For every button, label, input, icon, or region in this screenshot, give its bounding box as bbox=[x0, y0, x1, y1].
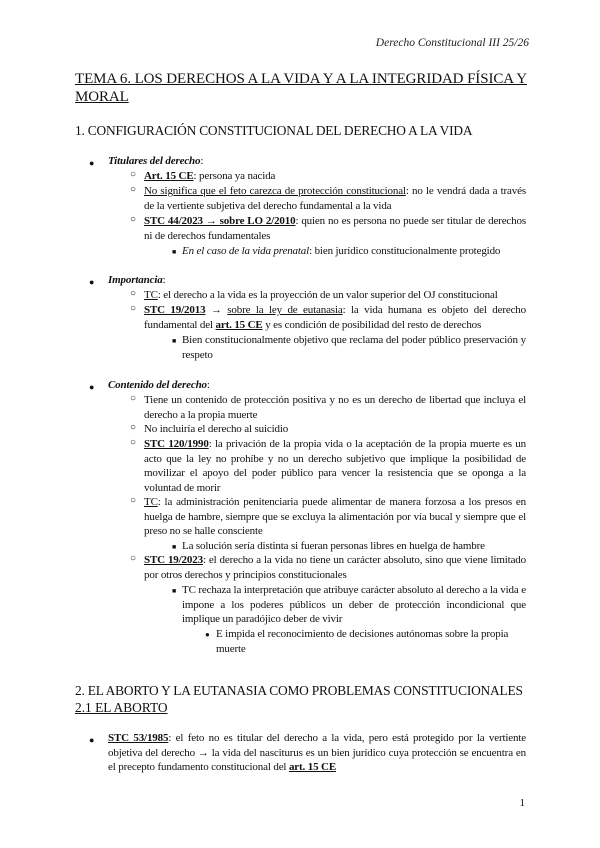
circle-bullet-icon: ○ bbox=[130, 184, 137, 195]
section-1-heading: 1. CONFIGURACIÓN CONSTITUCIONAL DEL DERECHO A LA VIDA bbox=[75, 123, 473, 138]
document-title: TEMA 6. LOS DERECHOS A LA VIDA Y A LA INTEGRIDAD FÍSICA Y MORAL bbox=[75, 71, 527, 105]
bullet-icon: ● bbox=[89, 158, 95, 168]
list-item: STC 19/2023: el derecho a la vida no tiene un carácter absoluto, sino que viene limitado por otros derechos y principios constitucionales bbox=[144, 554, 526, 581]
list-item: STC 44/2023 → sobre LO 2/2010: quien no es persona no puede ser titular de derechos ni de derechos fundamentales bbox=[144, 215, 526, 242]
list-item: Bien constitucionalmente objetivo que reclama del poder público preservación y respeto bbox=[182, 334, 526, 361]
circle-bullet-icon: ○ bbox=[130, 553, 137, 564]
circle-bullet-icon: ○ bbox=[130, 495, 137, 506]
square-bullet-icon: ■ bbox=[172, 587, 177, 595]
list-item: La solución sería distinta si fueran personas libres en huelga de hambre bbox=[182, 540, 485, 552]
list-item: STC 19/2013 → sobre la ley de eutanasia: la vida humana es objeto del derecho fundamental del art. 15 CE y es condición de posibilidad del resto de derechos bbox=[144, 304, 526, 331]
square-bullet-icon: ■ bbox=[172, 248, 177, 256]
list-item: En el caso de la vida prenatal: bien jurídico constitucionalmente protegido bbox=[182, 245, 501, 257]
square-bullet-icon: ■ bbox=[172, 543, 177, 551]
circle-bullet-icon: ○ bbox=[130, 169, 137, 180]
running-header: Derecho Constitucional III 25/26 bbox=[375, 37, 529, 49]
section-2-1-subheading: 2.1 EL ABORTO bbox=[75, 700, 168, 715]
square-bullet-icon: ■ bbox=[172, 337, 177, 345]
list-item: STC 120/1990: la privación de la propia vida o la aceptación de la propia muerte es un acto que la ley no prohíbe y no un derecho subjetivo que implique la posibilidad de movilizar el apoyo del poder público para vencer la resistencia que se oponga a la voluntad de morir bbox=[144, 438, 526, 494]
section-2-heading: 2. EL ABORTO Y LA EUTANASIA COMO PROBLEMAS CONSTITUCIONALES bbox=[75, 683, 523, 698]
circle-bullet-icon: ○ bbox=[130, 214, 137, 225]
list-item: Tiene un contenido de protección positiva y no es un derecho de libertad que incluya el derecho a la propia muerte bbox=[144, 394, 526, 421]
list-item: Titulares del derecho: bbox=[108, 155, 204, 167]
bullet-icon: ● bbox=[89, 735, 95, 745]
circle-bullet-icon: ○ bbox=[130, 437, 137, 448]
bullet-icon: ● bbox=[89, 382, 95, 392]
list-item: E impida el reconocimiento de decisiones autónomas sobre la propia muerte bbox=[216, 628, 509, 655]
list-item: Importancia: bbox=[108, 274, 166, 286]
bullet-icon: ● bbox=[205, 630, 210, 639]
list-item: Art. 15 CE: persona ya nacida bbox=[144, 170, 276, 182]
circle-bullet-icon: ○ bbox=[130, 393, 137, 404]
circle-bullet-icon: ○ bbox=[130, 288, 137, 299]
list-item: TC: el derecho a la vida es la proyección de un valor superior del OJ constitucional bbox=[144, 289, 498, 301]
list-item: No significa que el feto carezca de protección constitucional: no le vendrá dada a través de la vertiente subjetiva del derecho fundamental a la vida bbox=[144, 185, 526, 212]
list-item: TC rechaza la interpretación que atribuye carácter absoluto al derecho a la vida e impone a los poderes públicos un deber de protección incondicional que implique un paradójico deber de vivir bbox=[182, 584, 526, 626]
circle-bullet-icon: ○ bbox=[130, 422, 137, 433]
list-item: No incluiría el derecho al suicidio bbox=[144, 423, 289, 435]
page-number: 1 bbox=[519, 797, 525, 809]
list-item: Contenido del derecho: bbox=[108, 379, 210, 391]
bullet-icon: ● bbox=[89, 277, 95, 287]
circle-bullet-icon: ○ bbox=[130, 303, 137, 314]
list-item: TC: la administración penitenciaria puede alimentar de manera forzosa a los presos en huelga de hambre, siempre que se excluya la alimentación por vía bucal y siempre que el preso no se halle consciente bbox=[144, 496, 526, 538]
list-item: STC 53/1985: el feto no es titular del derecho a la vida, pero está protegido por la vertiente objetiva del derecho → la vida del nasciturus es un bien jurídico cuya protección se encuentra en el precepto fundamento constitucional del art. 15 CE bbox=[108, 732, 526, 774]
